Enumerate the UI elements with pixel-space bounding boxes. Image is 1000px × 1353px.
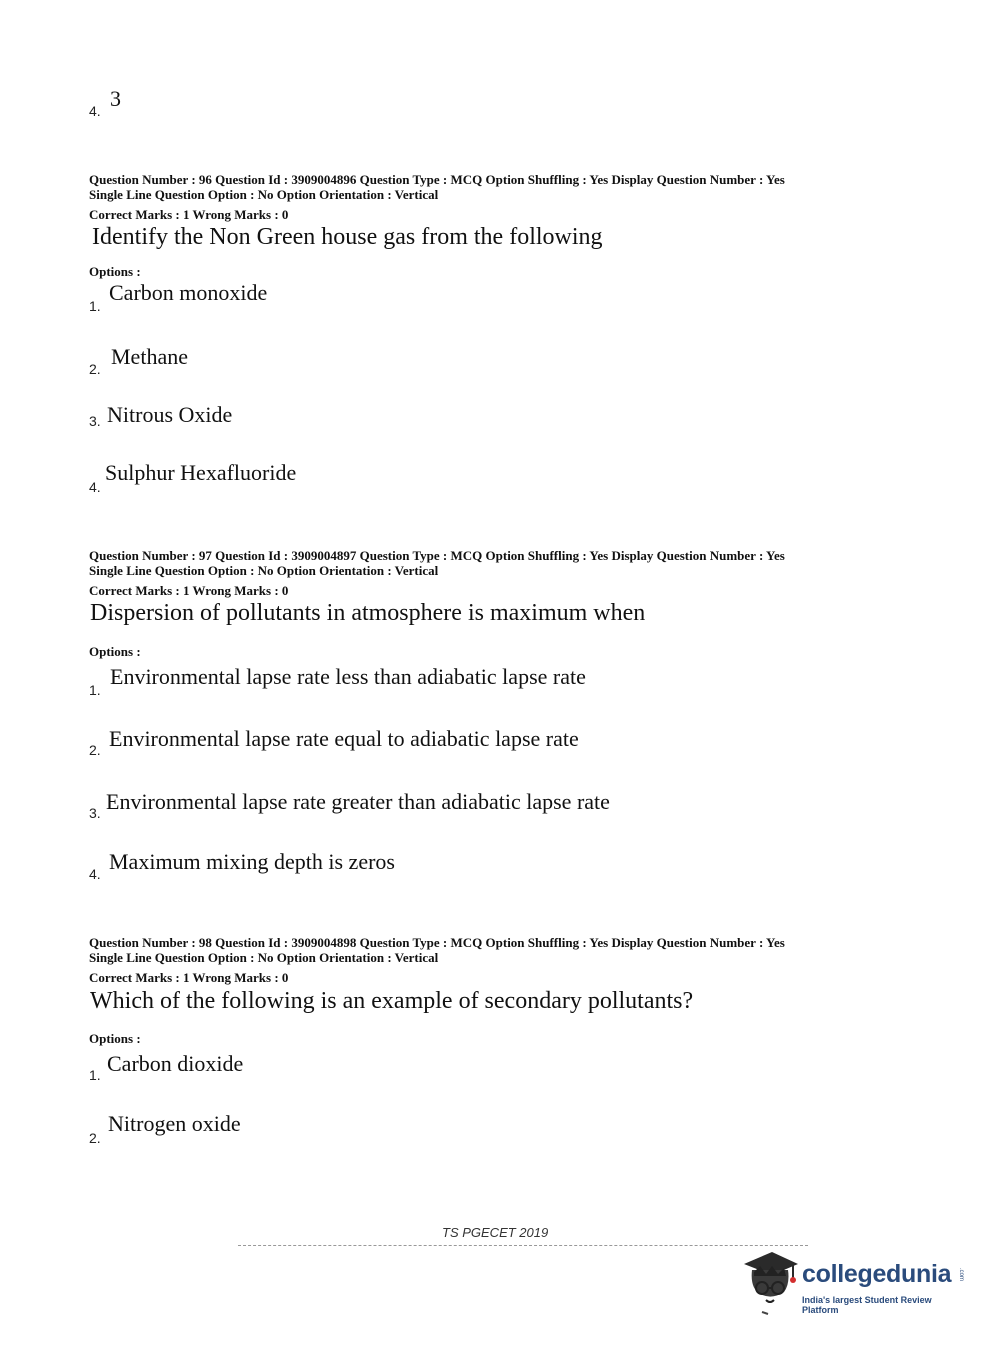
question-text: Dispersion of pollutants in atmosphere is maximum when — [90, 600, 646, 626]
option-number: 3. — [89, 805, 101, 821]
options-label: Options : — [89, 644, 141, 659]
question-text: Which of the following is an example of secondary pollutants? — [90, 988, 694, 1014]
question-marks: Correct Marks : 1 Wrong Marks : 0 — [89, 207, 289, 222]
option-number: 4. — [89, 866, 101, 882]
question-meta-line1: Question Number : 97 Question Id : 3909004897 Question Type : MCQ Option Shuffling : Yes Display Question Number : Yes — [89, 548, 785, 563]
option-number: 4. — [89, 103, 101, 119]
question-meta-line2: Single Line Question Option : No Option Orientation : Vertical — [89, 563, 439, 578]
footer-divider — [238, 1245, 808, 1246]
option-number: 2. — [89, 742, 101, 758]
option-text: Carbon dioxide — [107, 1051, 244, 1076]
option-text: Carbon monoxide — [109, 280, 268, 305]
option-number: 2. — [89, 361, 101, 377]
graduate-mascot-icon — [740, 1248, 802, 1316]
option-number: 3. — [89, 413, 101, 429]
options-label: Options : — [89, 264, 141, 279]
option-text: Sulphur Hexafluoride — [105, 460, 297, 485]
logo-wordmark: collegedunia — [802, 1260, 952, 1288]
option-text: 3 — [110, 86, 121, 111]
question-meta-line2: Single Line Question Option : No Option Orientation : Vertical — [89, 187, 439, 202]
option-text: Environmental lapse rate greater than adiabatic lapse rate — [106, 789, 610, 814]
option-text: Methane — [111, 344, 188, 369]
option-number: 1. — [89, 1067, 101, 1083]
option-number: 4. — [89, 479, 101, 495]
footer-exam-title: TS PGECET 2019 — [442, 1225, 549, 1240]
logo-tagline: India's largest Student Review Platform — [802, 1295, 932, 1315]
logo-suffix: .com — [958, 1268, 964, 1282]
option-number: 2. — [89, 1130, 101, 1146]
option-text: Environmental lapse rate less than adiabatic lapse rate — [110, 664, 586, 689]
question-meta-line1: Question Number : 96 Question Id : 3909004896 Question Type : MCQ Option Shuffling : Yes Display Question Number : Yes — [89, 172, 785, 187]
option-text: Nitrous Oxide — [107, 402, 233, 427]
option-text: Environmental lapse rate equal to adiabatic lapse rate — [109, 726, 579, 751]
option-number: 1. — [89, 298, 101, 314]
option-number: 1. — [89, 682, 101, 698]
collegedunia-logo — [740, 1248, 970, 1318]
option-text: Nitrogen oxide — [108, 1111, 241, 1136]
question-text: Identify the Non Green house gas from the following — [92, 224, 603, 250]
question-marks: Correct Marks : 1 Wrong Marks : 0 — [89, 583, 289, 598]
question-meta-line2: Single Line Question Option : No Option Orientation : Vertical — [89, 950, 439, 965]
options-label: Options : — [89, 1031, 141, 1046]
question-meta-line1: Question Number : 98 Question Id : 3909004898 Question Type : MCQ Option Shuffling : Yes Display Question Number : Yes — [89, 935, 785, 950]
question-marks: Correct Marks : 1 Wrong Marks : 0 — [89, 970, 289, 985]
option-text: Maximum mixing depth is zeros — [109, 849, 395, 874]
